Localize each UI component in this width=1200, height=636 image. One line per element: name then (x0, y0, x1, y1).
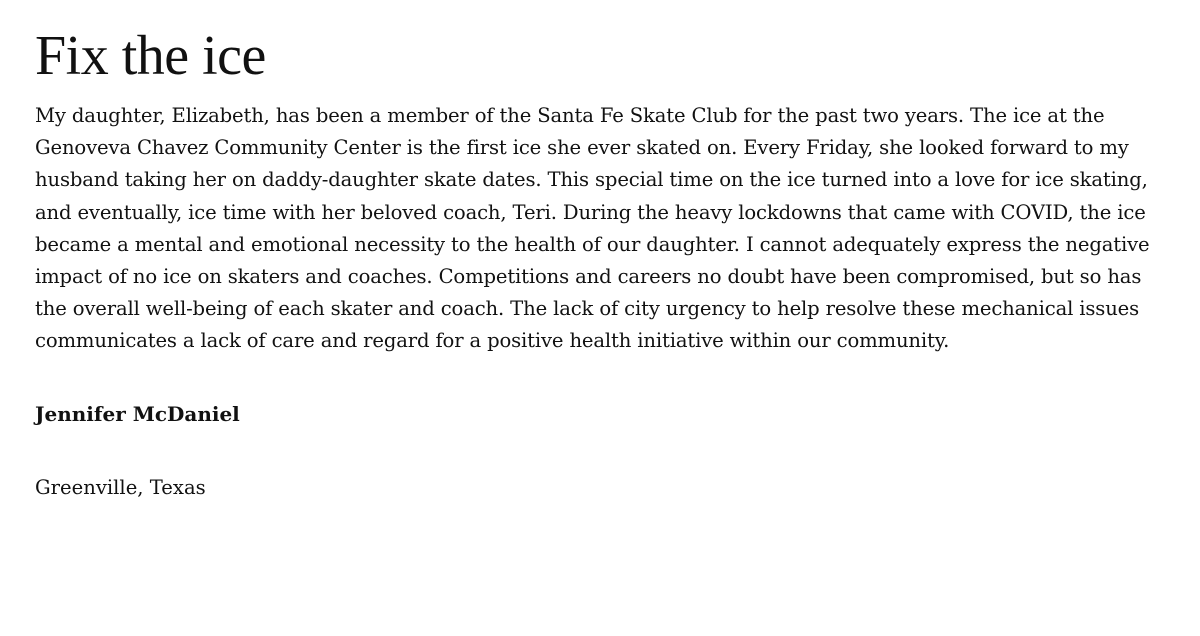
author-location: Greenville, Texas (35, 475, 206, 499)
letter-title: Fix the ice (35, 25, 266, 87)
letter-body: My daughter, Elizabeth, has been a member of the Santa Fe Skate Club for the past two years. The ice at the Genoveva Chavez Community Center is the first ice she ever skated on. Every Friday, she looked forward to my husband taking her on daddy-daughter skate dates. This special time on the ice turned into a love for ice skating, and eventually, ice time with her beloved coach, Teri. During the heavy lockdowns that came with COVID, the ice became a mental and emotional necessity to the health of our daughter. I cannot adequately express the negative impact of no ice on skaters and coaches. Competitions and careers no doubt have been compromised, but so has the overall well-being of each skater and coach. The lack of city urgency to help resolve these mechanical issues communicates a lack of care and regard for a positive health initiative within our community. (35, 104, 1150, 353)
author-name: Jennifer McDaniel (35, 401, 240, 426)
letter-to-editor (35, 18, 1170, 504)
